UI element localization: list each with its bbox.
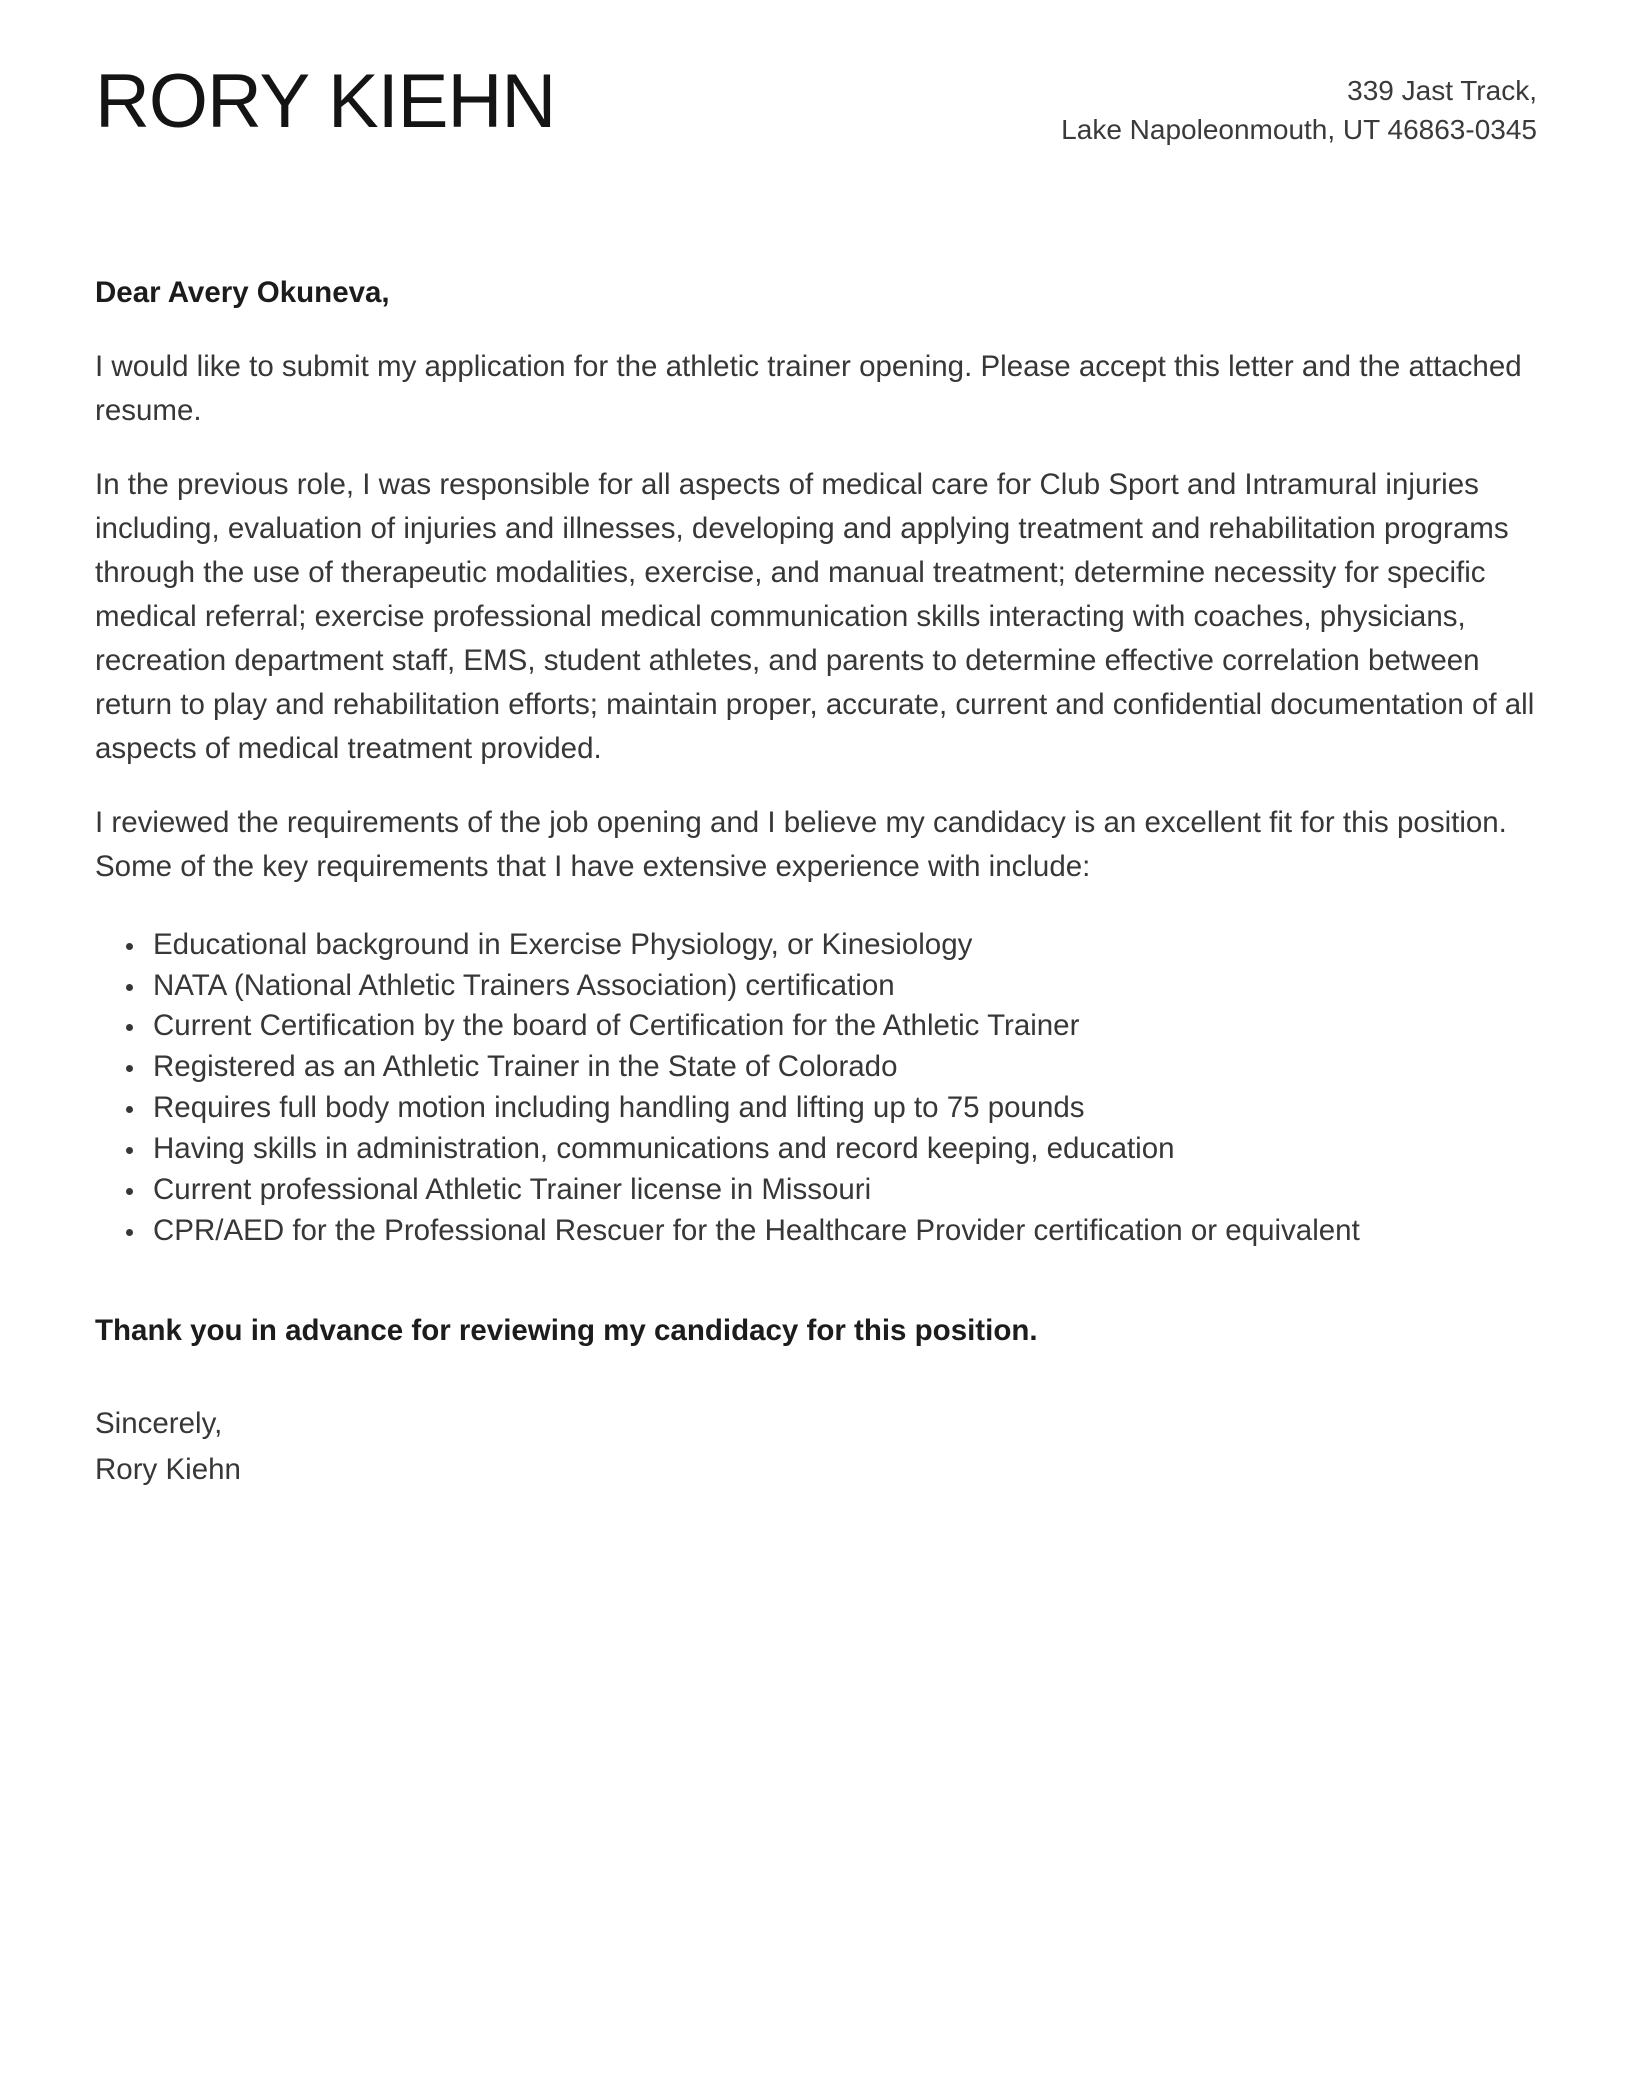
closing-statement: Thank you in advance for reviewing my candidacy for this position. <box>95 1314 1038 1348</box>
sender-address <box>1061 62 1537 149</box>
letter-header <box>95 59 1537 149</box>
sender-name: RORY KIEHN <box>95 59 556 144</box>
requirements-list <box>95 925 1537 1252</box>
signoff: Sincerely, <box>95 1407 223 1441</box>
paragraph-fit: I reviewed the requirements of the job opening and I believe my candidacy is an excellent fit for this position. Some of the key requirements that I have extensive experience with include: <box>95 805 1507 883</box>
letter-body <box>95 271 1537 1493</box>
requirement-item: • CPR/AED for the Professional Rescuer for the Healthcare Provider certification or equivalent <box>147 1211 1537 1252</box>
requirement-item: • Registered as an Athletic Trainer in the State of Colorado <box>147 1047 1537 1088</box>
greeting: Dear Avery Okuneva, <box>95 276 390 310</box>
requirement-item: • Educational background in Exercise Physiology, or Kinesiology <box>147 925 1537 966</box>
address-line-1: 339 Jast Track, <box>1347 75 1537 106</box>
paragraph-intro: I would like to submit my application for the athletic trainer opening. Please accept this letter and the attached resume. <box>95 350 1522 428</box>
requirement-item: • Current Certification by the board of Certification for the Athletic Trainer <box>147 1006 1537 1047</box>
signoff-block <box>95 1401 1537 1492</box>
address-line-2: Lake Napoleonmouth, UT 46863-0345 <box>1061 113 1537 145</box>
paragraph-experience: In the previous role, I was responsible for all aspects of medical care for Club Sport and Intramural injuries including, evaluation of injuries and illnesses, developing and applying treatment and rehabilitation programs through the use of therapeutic modalities, exercise, and manual treatment; determine necessity for specific medical referral; exercise professional medical communication skills interacting with coaches, physicians, recreation department staff, EMS, student athletes, and parents to determine effective correlation between return to play and rehabilitation efforts; maintain proper, accurate, current and confidential documentation of all aspects of medical treatment provided. <box>95 468 1535 765</box>
requirement-item: • Requires full body motion including handling and lifting up to 75 pounds <box>147 1088 1537 1129</box>
requirement-item: • Current professional Athletic Trainer license in Missouri <box>147 1170 1537 1211</box>
requirement-item: • NATA (National Athletic Trainers Association) certification <box>147 966 1537 1007</box>
signature-name: Rory Kiehn <box>95 1453 241 1487</box>
requirement-item: • Having skills in administration, communications and record keeping, education <box>147 1129 1537 1170</box>
